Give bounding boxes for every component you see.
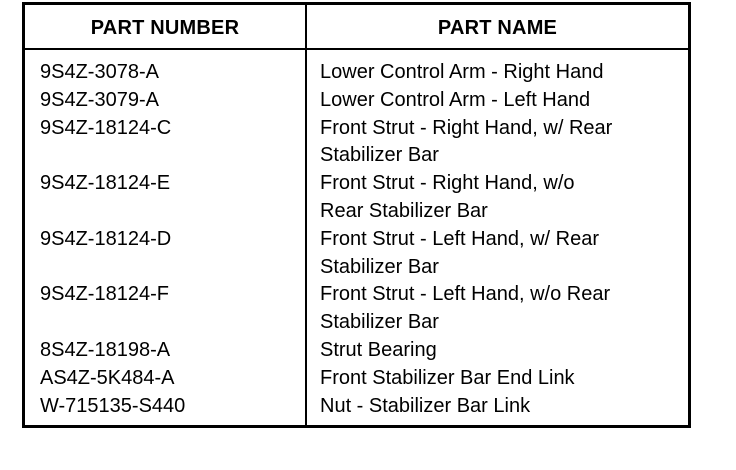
part-number-cell: 9S4Z-3078-A [40,61,159,83]
part-name-cell [305,281,686,337]
table-row [25,170,688,226]
part-name-cell [305,226,686,282]
table-row [25,59,688,87]
part-name-line: Front Strut - Left Hand, w/ Rear [320,227,599,250]
part-name-cell [305,115,686,171]
part-name-line: Stabilizer Bar [320,255,439,278]
table-row [25,87,688,115]
part-name-line: Front Strut - Left Hand, w/o Rear [320,283,611,306]
part-name-cell [305,87,686,115]
part-name-line: Stabilizer Bar [320,144,439,167]
part-number-cell: W-715135-S440 [40,394,186,417]
part-number-cell: 9S4Z-18124-D [40,227,172,250]
table-row [25,226,688,282]
part-name-line: Nut - Stabilizer Bar Link [320,394,531,417]
table-row [25,365,688,393]
part-name-cell [305,337,686,365]
part-name-line: Front Strut - Right Hand, w/o [320,172,575,195]
table-body [25,59,688,420]
part-number-cell: 9S4Z-18124-C [40,116,172,139]
table-row [25,115,688,171]
part-name-line: Stabilizer Bar [320,311,439,334]
part-name-cell [305,59,686,87]
part-name-cell [305,170,686,226]
part-name-line: Rear Stabilizer Bar [320,199,488,222]
part-name-line: Lower Control Arm - Left Hand [320,88,591,111]
table-row [25,281,688,337]
header-part-number: PART NUMBER [90,17,240,39]
part-name-line: Lower Control Arm - Right Hand [320,61,604,83]
part-name-line: Front Strut - Right Hand, w/ Rear [320,116,613,139]
part-name-cell [305,365,686,393]
parts-table [22,2,691,428]
part-name-line: Strut Bearing [320,338,437,361]
part-number-cell: 8S4Z-18198-A [40,338,171,361]
table-row [25,393,688,421]
part-name-line: Front Stabilizer Bar End Link [320,366,575,389]
table-row [25,337,688,365]
part-number-cell: 9S4Z-3079-A [40,88,159,111]
header-part-name: PART NAME [437,17,558,39]
header-divider [25,48,688,50]
part-name-cell [305,393,686,421]
part-number-cell: 9S4Z-18124-F [40,283,169,306]
part-number-cell: 9S4Z-18124-E [40,172,171,195]
part-number-cell: AS4Z-5K484-A [40,366,175,389]
